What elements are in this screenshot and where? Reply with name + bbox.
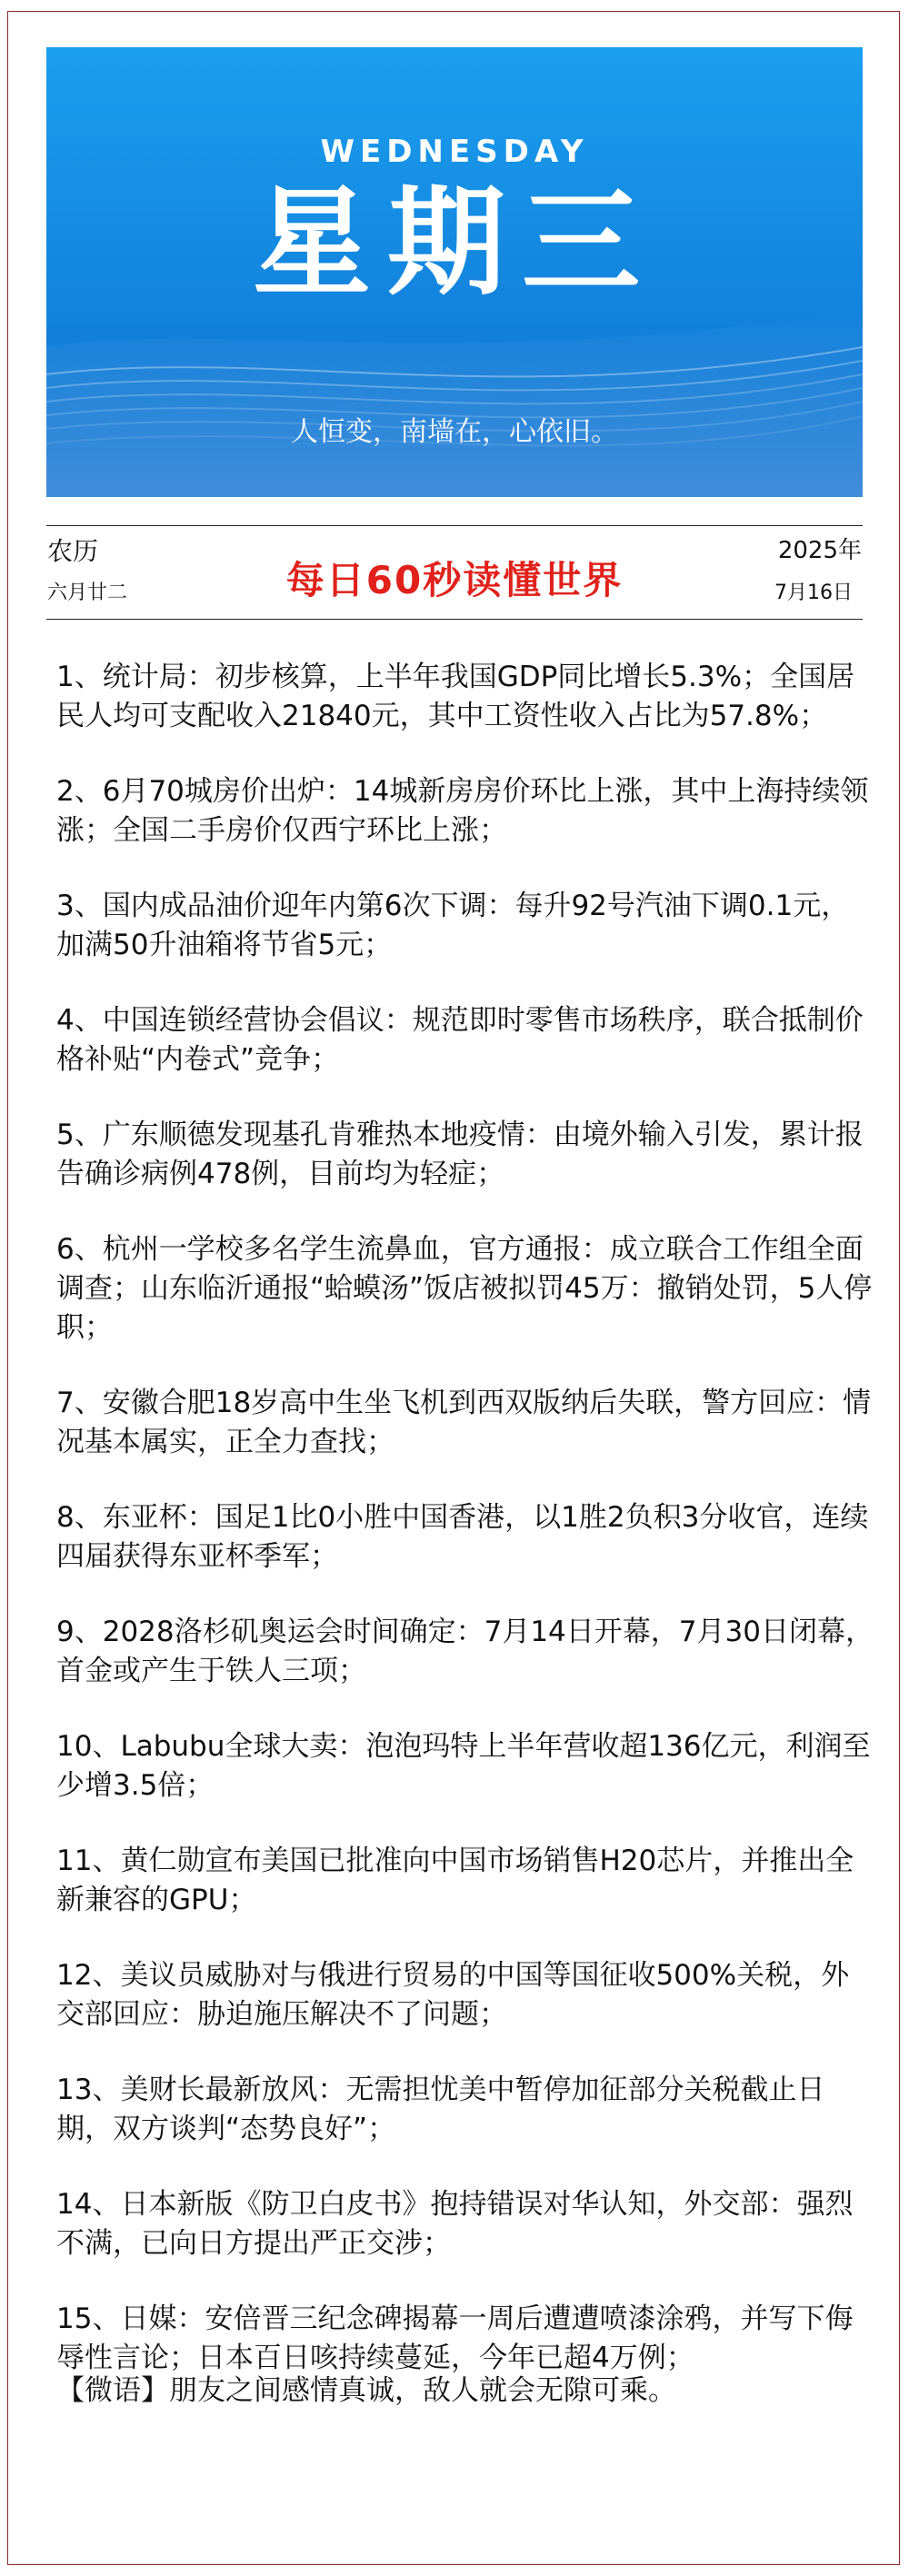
news-item: 6、杭州一学校多名学生流鼻血，官方通报：成立联合工作组全面调查；山东临沂通报“蛤蟆汤”饭店被拟罚45万：撤销处罚，5人停职； <box>56 1233 873 1344</box>
header-divider-top <box>46 525 863 526</box>
header-divider-bottom <box>46 619 863 620</box>
date-label: 7月16日 <box>774 582 853 604</box>
header-banner <box>46 47 863 497</box>
news-item: 10、Labubu全球大卖：泡泡玛特上半年营收超136亿元，利润至少增3.5倍； <box>56 1730 871 1802</box>
news-item: 3、国内成品油价迎年内第6次下调：每升92号汽油下调0.1元，加满50升油箱将节省5元； <box>56 890 850 961</box>
news-item: 9、2028洛杉矶奥运会时间确定：7月14日开幕，7月30日闭幕，首金或产生于铁人三项； <box>56 1616 874 1687</box>
daily-quote: 【微语】朋友之间感情真诚，敌人就会无隙可乘。 <box>56 2374 676 2407</box>
news-item: 5、广东顺德发现基孔肯雅热本地疫情：由境外输入引发，累计报告确诊病例478例，目前均为轻症； <box>56 1119 864 1190</box>
weekday-chinese: 星期三 <box>252 174 656 312</box>
news-item: 8、东亚杯：国足1比0小胜中国香港，以1胜2负积3分收官，连续四届获得东亚杯季军； <box>56 1501 869 1573</box>
news-item: 11、黄仁勋宣布美国已批准向中国市场销售H20芯片，并推出全新兼容的GPU； <box>56 1845 854 1916</box>
news-item: 14、日本新版《防卫白皮书》抱持错误对华认知，外交部：强烈不满，已向日方提出严正交涉； <box>56 2188 854 2260</box>
news-item: 4、中国连锁经营协会倡议：规范即时零售市场秩序，联合抵制价格补贴“内卷式”竞争； <box>56 1004 864 1076</box>
lunar-label: 农历 <box>47 536 99 566</box>
masthead-title: 每日60秒读懂世界 <box>285 558 624 602</box>
year-label: 2025年 <box>777 537 862 564</box>
news-list <box>56 658 874 2414</box>
news-item: 1、统计局：初步核算，上半年我国GDP同比增长5.3%；全国居民人均可支配收入21840元，其中工资性收入占比为57.8%； <box>56 661 855 732</box>
news-item: 15、日媒：安倍晋三纪念碑揭幕一周后遭遭喷漆涂鸦，并写下侮辱性言论；日本百日咳持续蔓延，今年已超4万例； <box>56 2302 854 2374</box>
news-item: 2、6月70城房价出炉：14城新房房价环比上涨，其中上海持续领涨；全国二手房价仅西宁环比上涨； <box>56 775 869 847</box>
weekday-english: WEDNESDAY <box>320 134 589 170</box>
news-item: 7、安徽合肥18岁高中生坐飞机到西双版纳后失联，警方回应：情况基本属实，正全力查找； <box>56 1387 872 1458</box>
news-item: 13、美财长最新放风：无需担忧美中暂停加征部分关税截止日期，双方谈判“态势良好”； <box>56 2074 825 2145</box>
banner-motto: 人恒变，南墙在，心依旧。 <box>291 416 618 448</box>
news-item: 12、美议员威胁对与俄进行贸易的中国等国征收500%关税，外交部回应：胁迫施压解决不了问题； <box>56 1959 850 2031</box>
lunar-date: 六月廿二 <box>47 582 128 604</box>
